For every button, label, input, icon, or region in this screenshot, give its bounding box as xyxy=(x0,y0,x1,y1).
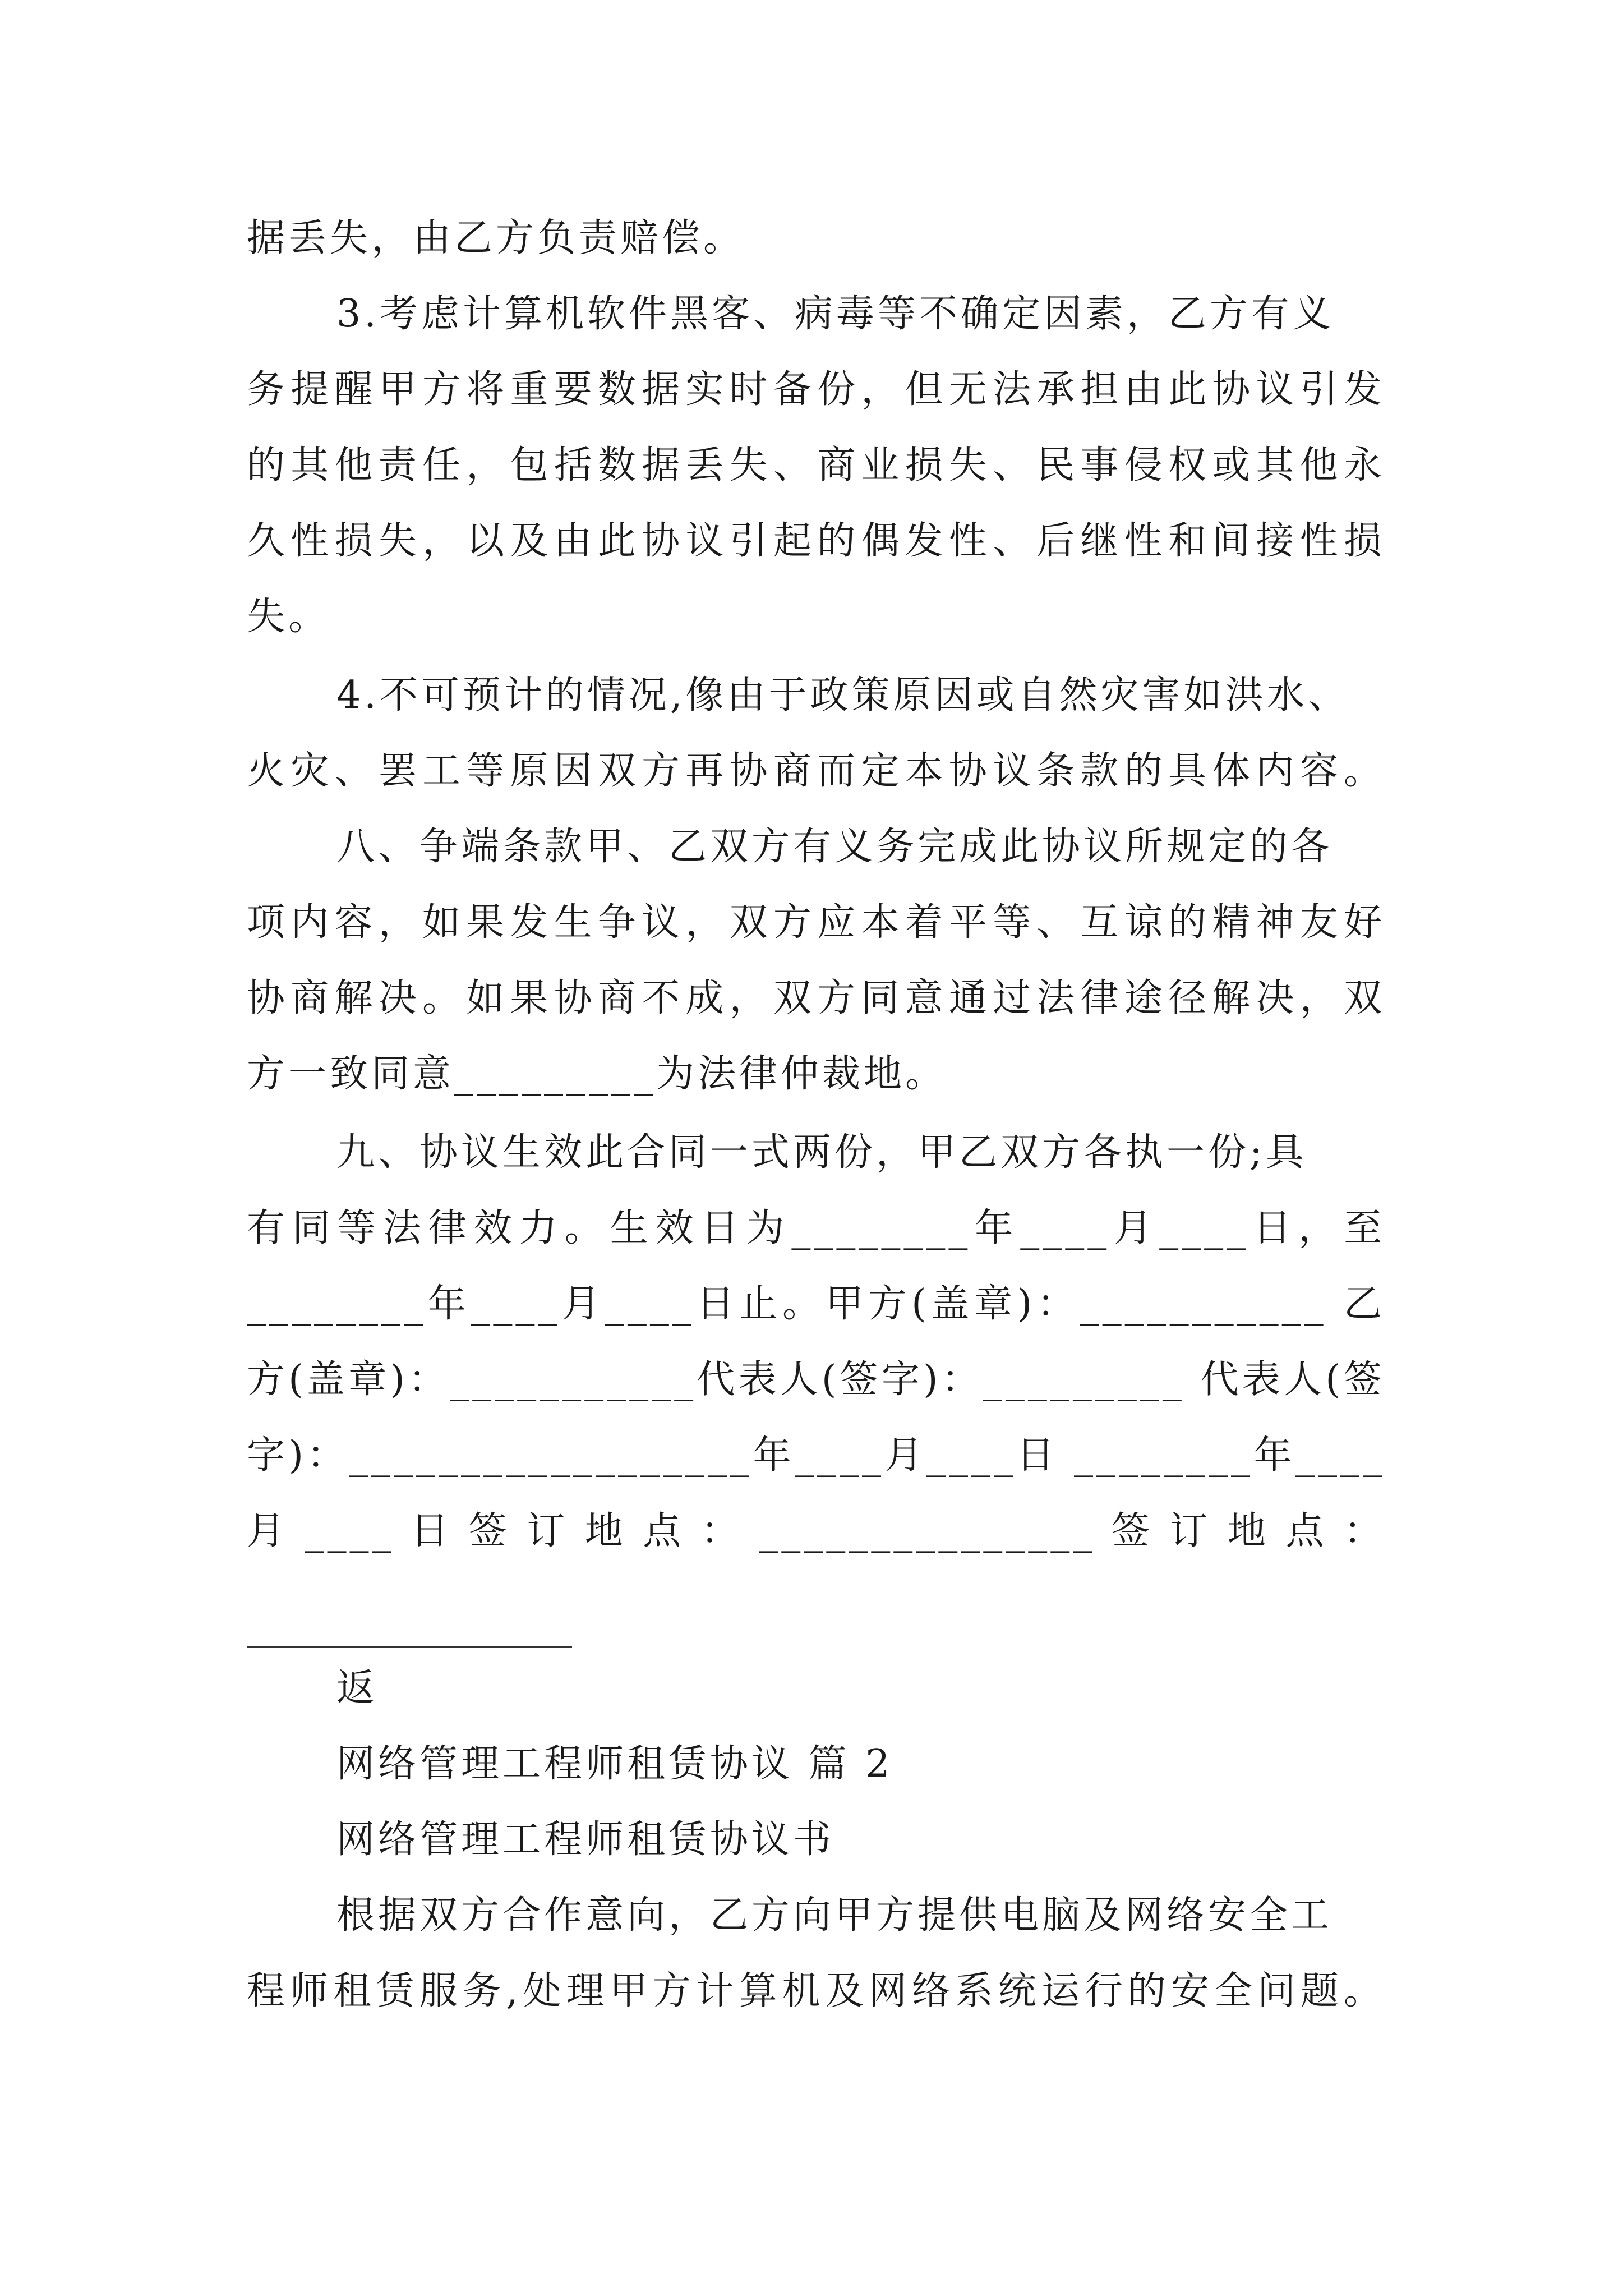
paragraph-line: 4.不可预计的情况,像由于政策原因或自然灾害如洪水、 xyxy=(336,673,1350,717)
paragraph-line: 程师租赁服务,处理甲方计算机及网络系统运行的安全问题。 xyxy=(247,1969,1385,2013)
paragraph-line: 八、争端条款甲、乙双方有义务完成此协议所规定的各 xyxy=(336,825,1333,869)
paragraph-line: 失。 xyxy=(247,595,330,639)
paragraph-line: 3.考虑计算机软件黑客、病毒等不确定因素，乙方有义 xyxy=(336,292,1334,336)
paragraph-line: 久性损失，以及由此协议引起的偶发性、后继性和间接性损 xyxy=(247,519,1385,563)
paragraph-line: ________年____月____日止。甲方(盖章)：___________ 乙 xyxy=(247,1282,1385,1326)
paragraph-line: 有同等法律效力。生效日为________年____月____日，至 xyxy=(247,1206,1385,1250)
paragraph-line: 项内容，如果发生争议，双方应本着平等、互谅的精神友好 xyxy=(247,900,1385,945)
paragraph-line: 协商解决。如果协商不成，双方同意通过法律途径解决，双 xyxy=(247,976,1385,1020)
paragraph-line: 方一致同意_________为法律仲裁地。 xyxy=(247,1052,947,1096)
paragraph-line: 据丢失，由乙方负责赔偿。 xyxy=(247,216,745,260)
paragraph-line: 的其他责任，包括数据丢失、商业损失、民事侵权或其他永 xyxy=(247,443,1385,487)
paragraph-line: 火灾、罢工等原因双方再协商而定本协议条款的具体内容。 xyxy=(247,749,1385,793)
signature-blank-line xyxy=(247,1646,572,1648)
paragraph-line: 月 ____ 日 签 订 地 点 ： _______________ 签 订 地 点 ： xyxy=(247,1509,1385,1553)
paragraph-line: 字)：__________________年____月____日 ________年____ xyxy=(247,1433,1385,1478)
document-title: 网络管理工程师租赁协议书 xyxy=(336,1818,835,1862)
paragraph-line: 方(盖章)：___________代表人(签字)：_________ 代表人(签 xyxy=(247,1358,1385,1402)
return-text: 返 xyxy=(336,1666,379,1710)
paragraph-line: 根据双方合作意向，乙方向甲方提供电脑及网络安全工 xyxy=(336,1893,1333,1938)
section-heading: 网络管理工程师租赁协议 篇 2 xyxy=(336,1742,893,1786)
paragraph-line: 九、协议生效此合同一式两份，甲乙双方各执一份;具 xyxy=(336,1130,1307,1175)
paragraph-line: 务提醒甲方将重要数据实时备份，但无法承担由此协议引发 xyxy=(247,367,1385,412)
